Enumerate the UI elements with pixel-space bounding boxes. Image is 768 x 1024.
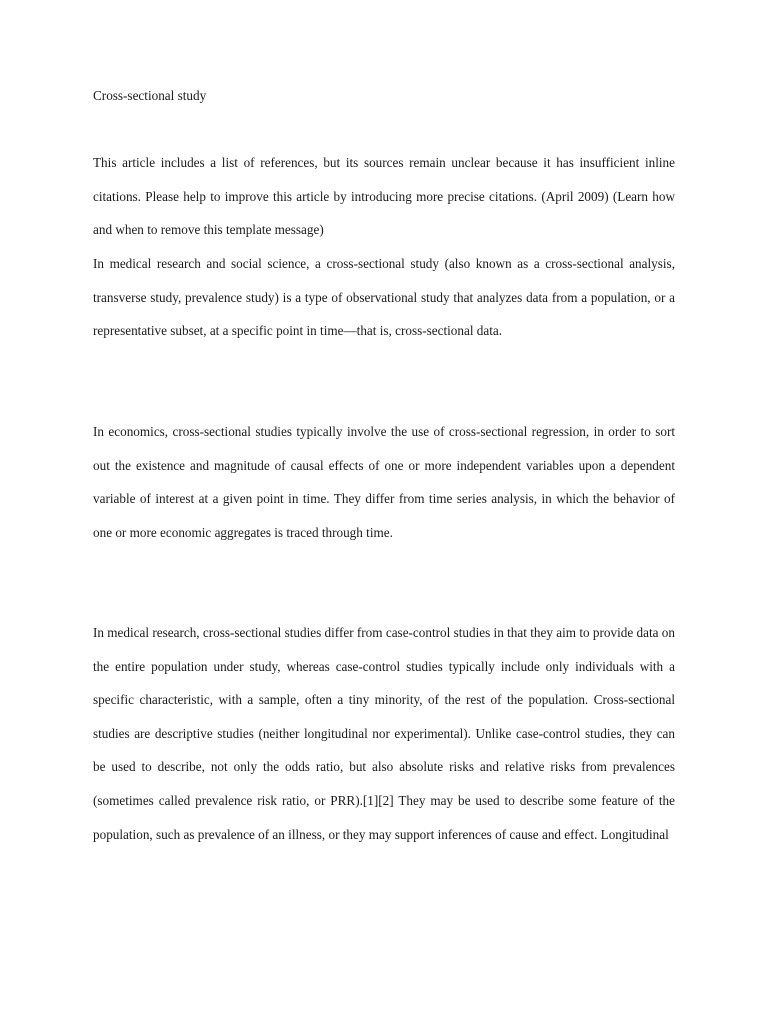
- document-page: [93, 0, 675, 1024]
- paragraph-economics: In economics, cross-sectional studies typically involve the use of cross-sectional regression, in order to sort out the existence and magnitude of causal effects of one or more independent variables upon a dependent variable of interest at a given point in time. They differ from time series analysis, in which the behavior of one or more economic aggregates is traced through time.: [93, 424, 675, 540]
- paragraph-medical-research: In medical research, cross-sectional studies differ from case-control studies in that they aim to provide data on the entire population under study, whereas case-control studies typically include only individuals with a specific characteristic, with a sample, often a tiny minority, of the rest of the population. Cross-sectional studies are descriptive studies (neither longitudinal nor experimental). Unlike case-control studies, they can be used to describe, not only the odds ratio, but also absolute risks and relative risks from prevalences (sometimes called prevalence risk ratio, or PRR).[1][2] They may be used to describe some feature of the population, such as prevalence of an illness, or they may support inferences of cause and effect. Longitudinal: [93, 625, 675, 842]
- document-title: Cross-sectional study: [93, 88, 207, 103]
- paragraph-definition: In medical research and social science, a cross-sectional study (also known as a cross-sectional analysis, transverse study, prevalence study) is a type of observational study that analyzes data from a population, or a representative subset, at a specific point in time—that is, cross-sectional data.: [93, 256, 675, 339]
- paragraph-references-notice: This article includes a list of references, but its sources remain unclear because it has insufficient inline citations. Please help to improve this article by introducing more precise citations. (April 2009) (Learn how and when to remove this template message): [93, 155, 675, 238]
